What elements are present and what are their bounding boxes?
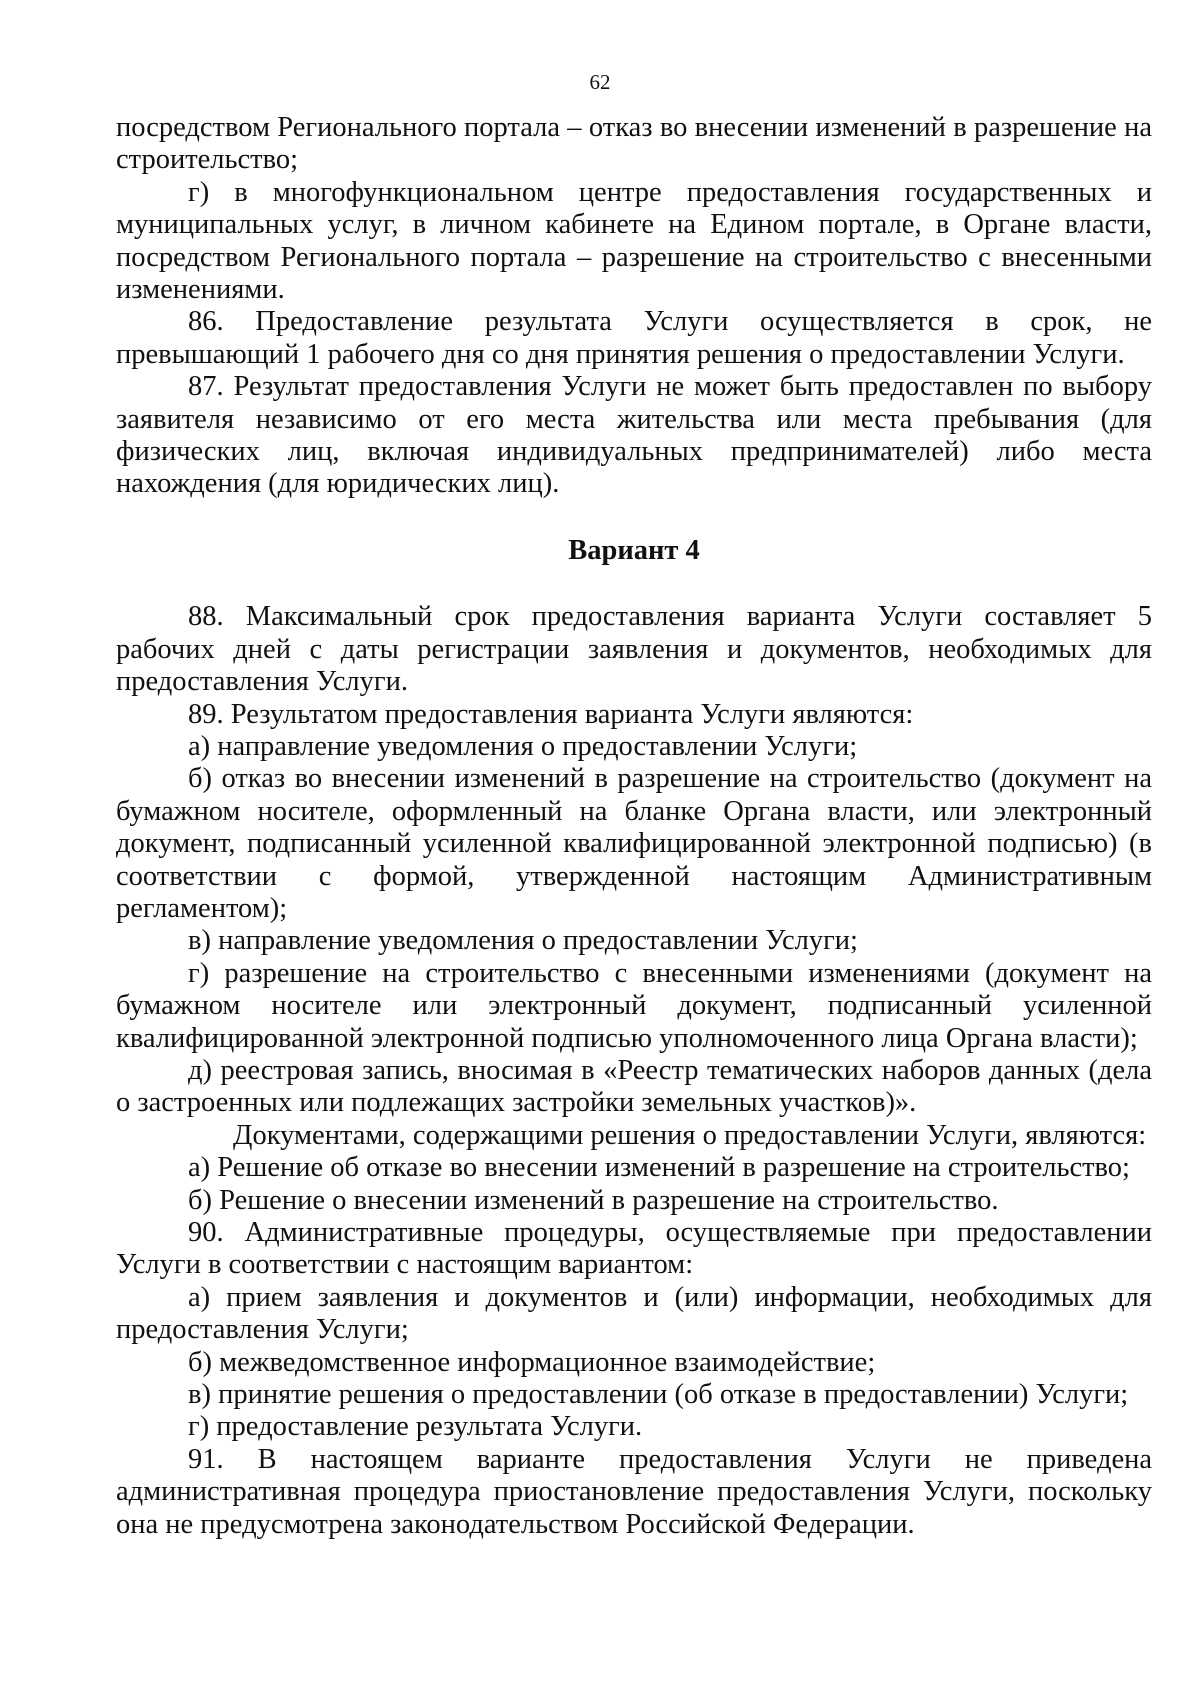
paragraph-86: 86. Предоставление результата Услуги осуществляется в срок, не превышающий 1 рабочего дня со дня принятия решения о предоставлении Услуги.: [116, 306, 1152, 370]
list-item: б) Решение о внесении изменений в разрешение на строительство.: [188, 1184, 999, 1216]
paragraph: г) в многофункциональном центре предоставления государственных и муниципальных услуг, в личном кабинете на Едином портале, в Органе власти, посредством Регионального портала – разрешение на строительство с внесенными изменениями.: [116, 176, 1152, 306]
list-item: а) направление уведомления о предоставлении Услуги;: [188, 730, 858, 762]
list-item: б) отказ во внесении изменений в разрешение на строительство (документ на бумажном носителе, оформленный на бланке Органа власти, или электронный документ, подписанный усиленной квалифицированной электронной подписью) (в соответствии с формой, утвержденной настоящим Административным регламентом);: [116, 763, 1152, 924]
paragraph-87: 87. Результат предоставления Услуги не может быть предоставлен по выбору заявителя независимо от его места жительства или места пребывания (для физических лиц, включая индивидуальных предпринимателей) либо места нахождения (для юридических лиц).: [116, 371, 1152, 500]
list-item: в) направление уведомления о предоставлении Услуги;: [188, 925, 858, 957]
list-item: г) разрешение на строительство с внесенными изменениями (документ на бумажном носителе или электронный документ, подписанный усиленной квалифицированной электронной подписью уполномоченного лица Органа власти);: [116, 957, 1152, 1054]
paragraph-88: 88. Максимальный срок предоставления варианта Услуги составляет 5 рабочих дней с даты регистрации заявления и документов, необходимых для предоставления Услуги.: [116, 601, 1152, 698]
document-body: [116, 112, 1152, 1541]
paragraph-90: 90. Административные процедуры, осуществляемые при предоставлении Услуги в соответствии с настоящим вариантом:: [116, 1217, 1152, 1281]
list-item: а) прием заявления и документов и (или) информации, необходимых для предоставления Услуги;: [116, 1281, 1152, 1346]
page-number: 62: [589, 70, 611, 94]
list-item: д) реестровая запись, вносимая в «Реестр тематических наборов данных (дела о застроенных или подлежащих застройки земельных участков)».: [116, 1054, 1152, 1119]
list-item: г) предоставление результата Услуги.: [188, 1411, 643, 1443]
paragraph: посредством Регионального портала – отказ во внесении изменений в разрешение на строительство;: [116, 112, 1152, 176]
paragraph: Документами, содержащими решения о предоставлении Услуги, являются:: [233, 1119, 1147, 1151]
list-item: в) принятие решения о предоставлении (об отказе в предоставлении) Услуги;: [188, 1379, 1129, 1411]
section-heading: Вариант 4: [568, 534, 700, 566]
list-item: б) межведомственное информационное взаимодействие;: [188, 1346, 876, 1378]
paragraph-91: 91. В настоящем варианте предоставления Услуги не приведена административная процедура приостановление предоставления Услуги, поскольку она не предусмотрена законодательством Российской Федерации.: [116, 1443, 1152, 1540]
paragraph-89: 89. Результатом предоставления варианта Услуги являются:: [188, 698, 914, 730]
list-item: а) Решение об отказе во внесении изменений в разрешение на строительство;: [188, 1152, 1130, 1184]
